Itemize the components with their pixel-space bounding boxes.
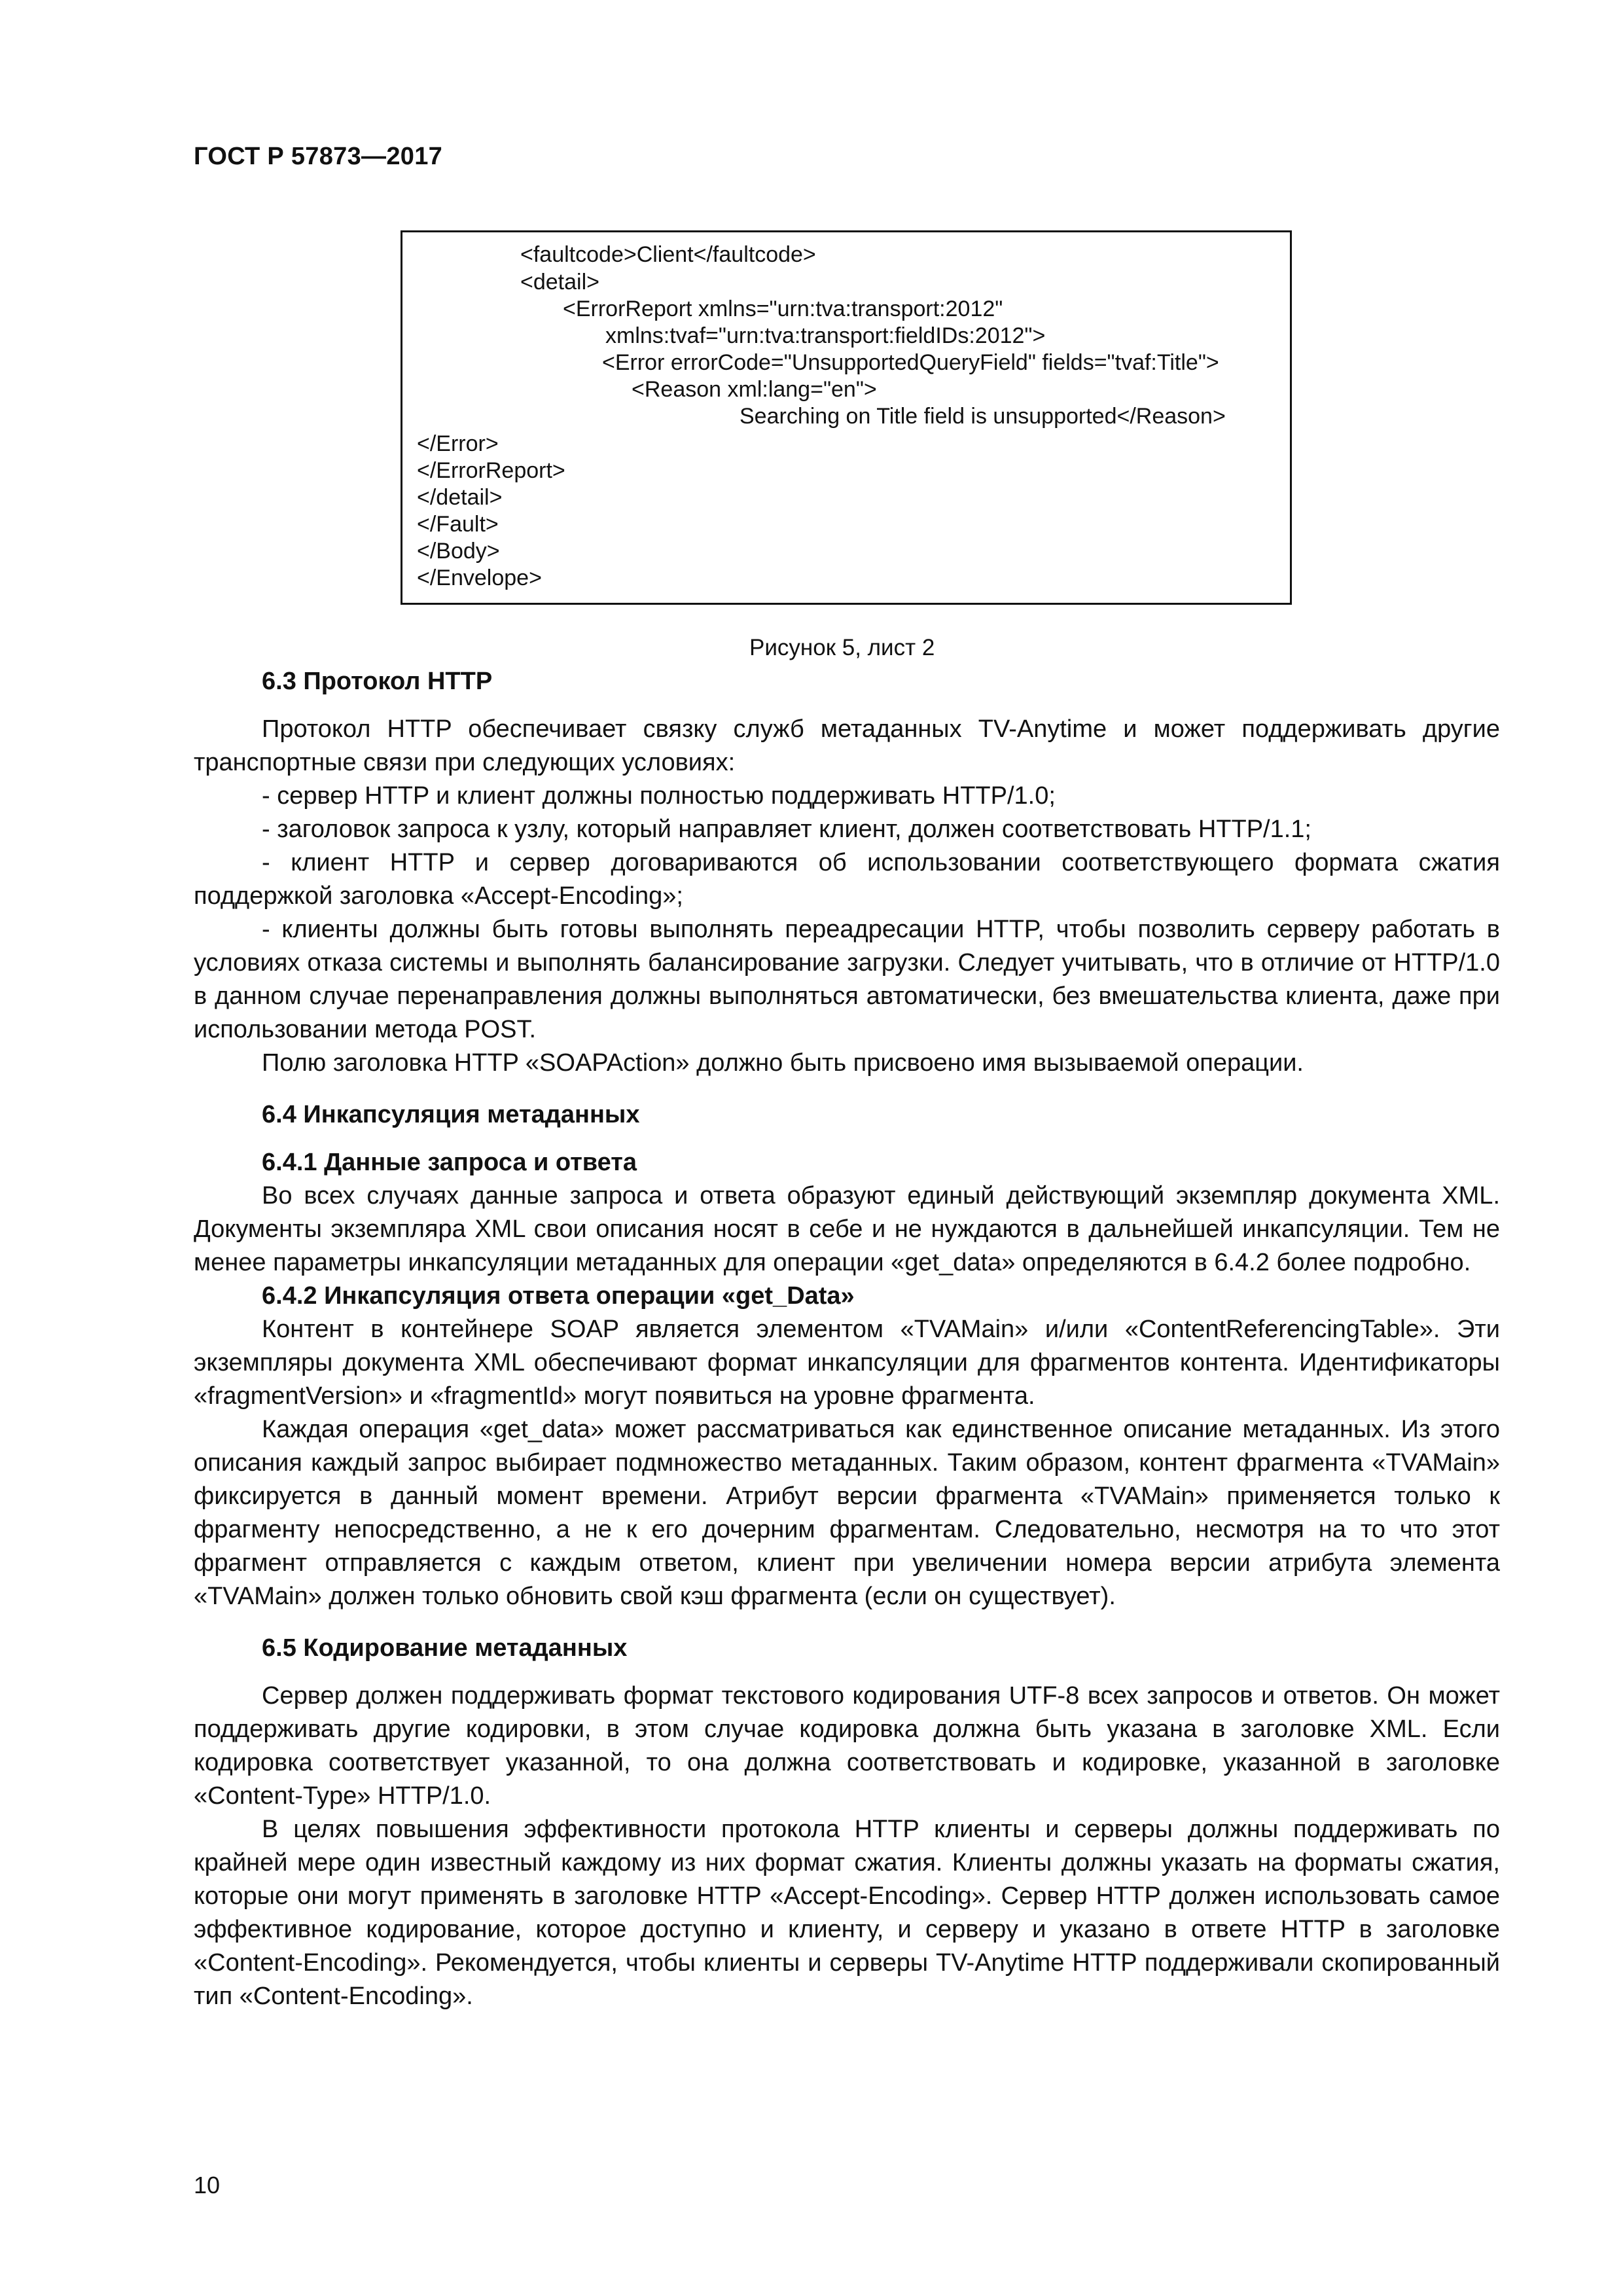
code-line: Searching on Title field is unsupported</Reason>	[740, 404, 1226, 429]
list-item: - клиенты должны быть готовы выполнять переадресации HTTP, чтобы позволить серверу работать в условиях отказа системы и выполнять балансирование загрузки. Следует учитывать, что в отличие от HTTP/1.0 в данном случае перенаправления должны выполняться автоматически, без вмешательства клиента, даже при использовании метода POST.	[194, 916, 1500, 1043]
list-item: - клиент HTTP и сервер договариваются об использовании соответствующего формата сжатия поддержкой заголовка «Accept-Encoding»;	[194, 849, 1500, 910]
section-heading: 6.3 Протокол HTTP	[262, 668, 493, 695]
code-line: </Fault>	[417, 512, 499, 537]
list-item: - сервер HTTP и клиент должны полностью поддерживать HTTP/1.0;	[262, 782, 1056, 810]
list-item: - заголовок запроса к узлу, который направляет клиент, должен соответствовать HTTP/1.1;	[262, 816, 1311, 843]
page-number: 10	[194, 2172, 221, 2198]
code-line: <faultcode>Client</faultcode>	[520, 242, 816, 267]
paragraph: Контент в контейнере SOAP является элементом «TVAMain» и/или «ContentReferencingTable». Эти экземпляры документа XML обеспечивают формат инкапсуляции для фрагментов контента. Идентификаторы «fragmentVersion» и «fragmentId» могут появиться на уровне фрагмента.	[194, 1316, 1500, 1410]
code-line: </Body>	[417, 539, 500, 564]
code-line: </detail>	[417, 485, 503, 510]
code-line: </Envelope>	[417, 565, 542, 590]
subsection-heading: 6.4.1 Данные запроса и ответа	[262, 1149, 637, 1176]
paragraph: Полю заголовка HTTP «SOAPAction» должно быть присвоено имя вызываемой операции.	[262, 1049, 1304, 1077]
code-line: xmlns:tvaf="urn:tva:transport:fieldIDs:2012">	[605, 323, 1046, 348]
code-listing-frame	[401, 230, 1292, 605]
document-body	[194, 665, 1500, 2013]
paragraph: В целях повышения эффективности протокола HTTP клиенты и серверы должны поддерживать по крайней мере один известный каждому из них формат сжатия. Клиенты должны указать на форматы сжатия, которые они могут применять в заголовке HTTP «Accept-Encoding». Сервер HTTP должен использовать самое эффективное кодирование, которое доступно и клиенту, и серверу и указано в ответе HTTP в заголовке «Content-Encoding». Рекомендуется, чтобы клиенты и серверы TV-Anytime HTTP поддерживали скопированный тип «Content-Encoding».	[194, 1816, 1500, 2010]
paragraph: Во всех случаях данные запроса и ответа образуют единый действующий экземпляр документа XML. Документы экземпляра XML свои описания носят в себе и не нуждаются в дальнейшей инкапсуляции. Тем не менее параметры инкапсуляции метаданных для операции «get_data» определяются в 6.4.2 более подробно.	[194, 1182, 1500, 1276]
section-heading: 6.5 Кодирование метаданных	[262, 1634, 628, 1662]
figure-caption: Рисунок 5, лист 2	[749, 635, 935, 660]
paragraph: Сервер должен поддерживать формат текстового кодирования UTF-8 всех запросов и ответов. Он может поддерживать другие кодировки, в этом случае кодировка должна быть указана в заголовке XML. Если кодировка соответствует указанной, то она должна соответствовать и кодировке, указанной в заголовке «Content-Type» HTTP/1.0.	[194, 1682, 1500, 1810]
paragraph: Протокол HTTP обеспечивает связку служб метаданных TV-Anytime и может поддерживать другие транспортные связи при следующих условиях:	[194, 715, 1500, 776]
paragraph: Каждая операция «get_data» может рассматриваться как единственное описание метаданных. Из этого описания каждый запрос выбирает подмножество метаданных. Таким образом, контент фрагмента «TVAMain» фиксируется в данный момент времени. Атрибут версии фрагмента «TVAMain» применяется только к фрагменту непосредственно, а не к его дочерним фрагментам. Следовательно, несмотря на то что этот фрагмент отправляется с каждым ответом, клиент при увеличении номера версии атрибута элемента «TVAMain» должен только обновить свой кэш фрагмента (если он существует).	[194, 1416, 1500, 1610]
code-line: </ErrorReport>	[417, 458, 565, 483]
code-line: </Error>	[417, 431, 499, 456]
code-line: <ErrorReport xmlns="urn:tva:transport:2012"	[563, 296, 1003, 321]
document-header: ГОСТ Р 57873—2017	[194, 143, 443, 170]
section-heading: 6.4 Инкапсуляция метаданных	[262, 1101, 640, 1128]
code-line: <detail>	[520, 270, 599, 295]
code-line: <Error errorCode="UnsupportedQueryField" fields="tvaf:Title">	[602, 350, 1219, 375]
subsection-heading: 6.4.2 Инкапсуляция ответа операции «get_Data»	[262, 1282, 855, 1310]
code-line: <Reason xml:lang="en">	[632, 377, 877, 402]
